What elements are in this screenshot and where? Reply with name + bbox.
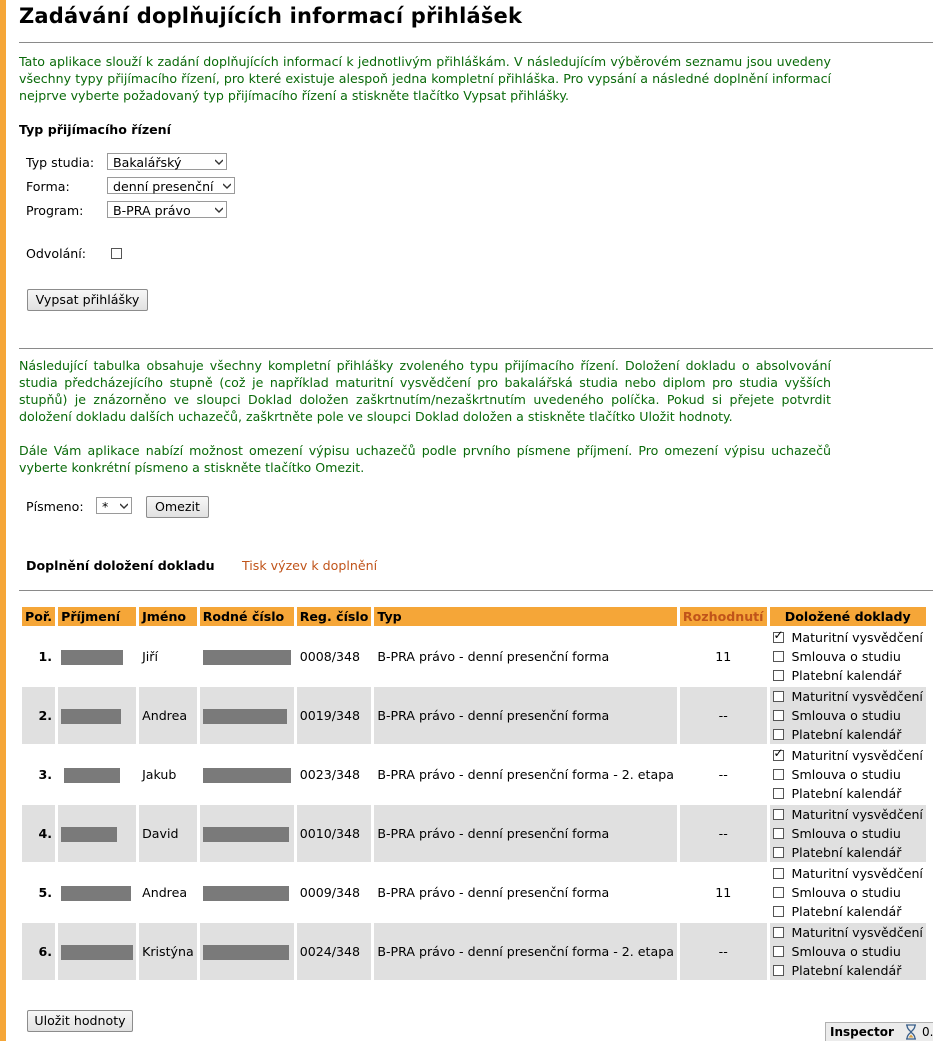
doc-checkbox-kalendar[interactable] [773, 847, 784, 858]
redacted-surname [64, 768, 120, 783]
forma-label: Forma: [26, 179, 70, 194]
table-row [22, 746, 926, 803]
row-reg-cislo: 0023/348 [299, 767, 361, 782]
row-jmeno: Andrea [142, 885, 188, 900]
table-row [22, 628, 926, 685]
doc-checkbox-smlouva[interactable] [773, 651, 784, 662]
doc-maturitni [773, 866, 923, 882]
row-rozhodnuti: -- [680, 923, 767, 980]
doc-kalendar [773, 904, 923, 920]
row-jmeno: Jakub [142, 767, 177, 782]
row-por: 5. [38, 885, 53, 900]
row-reg-cislo: 0019/348 [297, 687, 372, 744]
doc-label: Maturitní vysvědčení [791, 807, 923, 822]
row-por: 6. [22, 923, 55, 980]
row-doklady [770, 805, 926, 862]
pismeno-value: * [102, 499, 109, 514]
row-por: 2. [22, 687, 55, 744]
doc-checkbox-maturitni[interactable] [773, 750, 784, 761]
doc-maturitni [773, 748, 923, 764]
doc-maturitni [773, 807, 923, 823]
doc-label: Smlouva o studiu [791, 944, 901, 959]
redacted-surname [61, 886, 131, 901]
doc-label: Platební kalendář [791, 786, 902, 801]
tisk-vyzev-link[interactable]: Tisk výzev k doplnění [242, 558, 378, 573]
doc-kalendar [773, 727, 923, 743]
doc-label: Smlouva o studiu [791, 767, 901, 782]
doc-label: Maturitní vysvědčení [791, 925, 923, 940]
doc-checkbox-smlouva[interactable] [773, 887, 784, 898]
doc-checkbox-kalendar[interactable] [773, 906, 784, 917]
info-text-1: Následující tabulka obsahuje všechny kompletní přihlášky zvoleného typu přijímacího řízení. Doložení dokladu o absolvování studia předcházejícího stupně (což je například maturitní vysvědčení pro bakalářská studia nebo diplom pro studia vyšších stupňů) je znázorněno ve sloupci Doklad doložen zaškrtnutím/nezaškrtnutím uvedeného políčka. Pokud si přejete potvrdit doložení dokladu dalších uchazečů, zaškrtněte pole ve sloupci Doklad doložen a stiskněte tlačítko Uložit hodnoty. [19, 358, 831, 424]
row-doklady [770, 746, 926, 803]
doc-checkbox-kalendar[interactable] [773, 670, 784, 681]
doc-checkbox-smlouva[interactable] [773, 769, 784, 780]
redacted-birth-number [203, 827, 289, 842]
doc-maturitni [773, 925, 923, 941]
row-rozhodnuti: -- [718, 767, 728, 782]
chevron-down-icon [215, 158, 223, 166]
header-typ: Typ [374, 607, 677, 626]
left-accent-bar [0, 0, 6, 1041]
intro-text: Tato aplikace slouží k zadání doplňujících informací k jednotlivým přihláškám. V následujícím výběrovém seznamu jsou uvedeny všechny typy přijímacího řízení, pro které existuje alespoň jedna kompletní přihláška. Pro vypsání a následné doplnění informací nejprve vyberte požadovaný typ přijímacího řízení a stiskněte tlačítko Vypsat přihlášky. [19, 54, 831, 103]
table-row [22, 805, 926, 862]
row-doklady [770, 864, 926, 921]
row-prijmeni [58, 923, 136, 980]
doc-smlouva [773, 649, 923, 665]
doc-checkbox-smlouva[interactable] [773, 946, 784, 957]
divider [19, 590, 933, 591]
row-typ: B-PRA právo - denní presenční forma [377, 885, 610, 900]
pismeno-select[interactable] [96, 497, 132, 514]
row-jmeno: Kristýna [139, 923, 197, 980]
doc-label: Platební kalendář [791, 904, 902, 919]
doc-checkbox-smlouva[interactable] [773, 828, 784, 839]
inspector-label: Inspector [830, 1025, 894, 1039]
header-rodne-cislo: Rodné číslo [200, 607, 294, 626]
row-por: 1. [38, 649, 53, 664]
inspector-value: 0. [922, 1025, 933, 1039]
odvolani-checkbox[interactable] [111, 248, 122, 259]
row-reg-cislo: 0008/348 [299, 649, 361, 664]
doc-smlouva [773, 767, 923, 783]
divider [19, 348, 933, 349]
row-rozhodnuti: -- [680, 805, 767, 862]
doc-maturitni [773, 689, 923, 705]
doc-smlouva [773, 885, 923, 901]
doc-checkbox-maturitni[interactable] [773, 632, 784, 643]
row-jmeno: Jiří [142, 649, 158, 664]
doc-label: Smlouva o studiu [791, 708, 901, 723]
doc-label: Smlouva o studiu [791, 649, 901, 664]
doc-smlouva [773, 944, 923, 960]
omezit-button[interactable]: Omezit [146, 496, 209, 518]
ulozit-hodnoty-button[interactable]: Uložit hodnoty [27, 1010, 133, 1032]
doc-smlouva [773, 708, 923, 724]
redacted-birth-number [203, 945, 289, 960]
program-label: Program: [26, 203, 84, 218]
header-prijmeni: Příjmení [58, 607, 136, 626]
table-row [22, 923, 926, 980]
row-rodne-cislo [200, 923, 294, 980]
redacted-birth-number [203, 768, 291, 783]
row-prijmeni [58, 864, 136, 921]
header-reg-cislo: Reg. číslo [297, 607, 372, 626]
table-row [22, 864, 926, 921]
row-por: 4. [22, 805, 55, 862]
doc-label: Smlouva o studiu [791, 826, 901, 841]
redacted-birth-number [203, 650, 291, 665]
doc-label: Maturitní vysvědčení [791, 866, 923, 881]
row-rozhodnuti: 11 [715, 649, 732, 664]
table-row [22, 687, 926, 744]
table-header-row [22, 607, 926, 626]
doc-label: Maturitní vysvědčení [791, 748, 923, 763]
redacted-surname [61, 650, 123, 665]
header-dolozene-doklady: Doložené doklady [770, 607, 926, 626]
forma-select[interactable] [107, 177, 235, 194]
row-prijmeni [58, 687, 136, 744]
doc-checkbox-smlouva[interactable] [773, 710, 784, 721]
doc-label: Platební kalendář [791, 845, 902, 860]
redacted-surname [61, 709, 121, 724]
row-rodne-cislo [200, 805, 294, 862]
pismeno-label: Písmeno: [26, 499, 84, 514]
doplneni-title: Doplnění doložení dokladu [26, 558, 215, 573]
row-prijmeni [58, 746, 136, 803]
info-text-2: Dále Vám aplikace nabízí možnost omezení výpisu uchazečů podle prvního písmene příjmení. Pro omezení výpisu uchazečů vyberte konkrétní písmeno a stiskněte tlačítko Omezit. [19, 443, 831, 475]
chevron-down-icon [215, 206, 223, 214]
row-prijmeni [58, 805, 136, 862]
doc-kalendar [773, 786, 923, 802]
row-jmeno: Andrea [139, 687, 197, 744]
header-rozhodnuti: Rozhodnutí [680, 607, 767, 626]
doc-checkbox-maturitni[interactable] [773, 691, 784, 702]
inspector-panel[interactable] [825, 1022, 933, 1041]
row-rodne-cislo [200, 746, 294, 803]
row-rodne-cislo [200, 864, 294, 921]
chevron-down-icon [120, 502, 128, 510]
row-reg-cislo: 0010/348 [297, 805, 372, 862]
redacted-surname [61, 945, 133, 960]
page-title: Zadávání doplňujících informací přihlášek [19, 4, 523, 28]
doc-checkbox-kalendar[interactable] [773, 965, 784, 976]
program-value: B-PRA právo [113, 203, 191, 218]
typ-studia-label: Typ studia: [26, 155, 95, 170]
doc-checkbox-maturitni[interactable] [773, 868, 784, 879]
row-rozhodnuti: -- [680, 687, 767, 744]
doc-label: Maturitní vysvědčení [791, 689, 923, 704]
doc-checkbox-maturitni[interactable] [773, 927, 784, 938]
applications-table [19, 605, 929, 982]
row-doklady [770, 923, 926, 980]
chevron-down-icon [223, 182, 231, 190]
doc-label: Maturitní vysvědčení [791, 630, 923, 645]
doc-kalendar [773, 963, 923, 979]
row-rodne-cislo [200, 687, 294, 744]
vypsat-prihlasky-button[interactable]: Vypsat přihlášky [27, 289, 148, 311]
filter-section-title: Typ přijímacího řízení [19, 122, 171, 137]
redacted-birth-number [203, 886, 289, 901]
header-por: Poř. [22, 607, 55, 626]
doc-checkbox-kalendar[interactable] [773, 729, 784, 740]
row-reg-cislo: 0009/348 [299, 885, 361, 900]
doc-label: Platební kalendář [791, 727, 902, 742]
row-rodne-cislo [200, 628, 294, 685]
doc-maturitni [773, 630, 923, 646]
row-por: 3. [38, 767, 53, 782]
row-typ: B-PRA právo - denní presenční forma - 2. etapa [377, 767, 674, 782]
doc-label: Smlouva o studiu [791, 885, 901, 900]
row-doklady [770, 687, 926, 744]
odvolani-label: Odvolání: [26, 246, 87, 261]
row-jmeno: David [139, 805, 197, 862]
divider [19, 42, 933, 43]
doc-label: Platební kalendář [791, 668, 902, 683]
row-typ: B-PRA právo - denní presenční forma - 2. etapa [374, 923, 677, 980]
program-select[interactable] [107, 201, 227, 218]
row-reg-cislo: 0024/348 [297, 923, 372, 980]
doc-kalendar [773, 845, 923, 861]
typ-studia-select[interactable] [107, 153, 227, 170]
header-jmeno: Jméno [139, 607, 197, 626]
row-typ: B-PRA právo - denní presenční forma [374, 687, 677, 744]
row-doklady [770, 628, 926, 685]
row-typ: B-PRA právo - denní presenční forma [374, 805, 677, 862]
redacted-surname [61, 827, 117, 842]
forma-value: denní presenční [113, 179, 214, 194]
redacted-birth-number [203, 709, 287, 724]
doc-label: Platební kalendář [791, 963, 902, 978]
doc-kalendar [773, 668, 923, 684]
row-prijmeni [58, 628, 136, 685]
row-rozhodnuti: 11 [715, 885, 732, 900]
typ-studia-value: Bakalářský [113, 155, 182, 170]
row-typ: B-PRA právo - denní presenční forma [377, 649, 610, 664]
doc-checkbox-maturitni[interactable] [773, 809, 784, 820]
doc-checkbox-kalendar[interactable] [773, 788, 784, 799]
doc-smlouva [773, 826, 923, 842]
hourglass-icon [904, 1024, 918, 1040]
